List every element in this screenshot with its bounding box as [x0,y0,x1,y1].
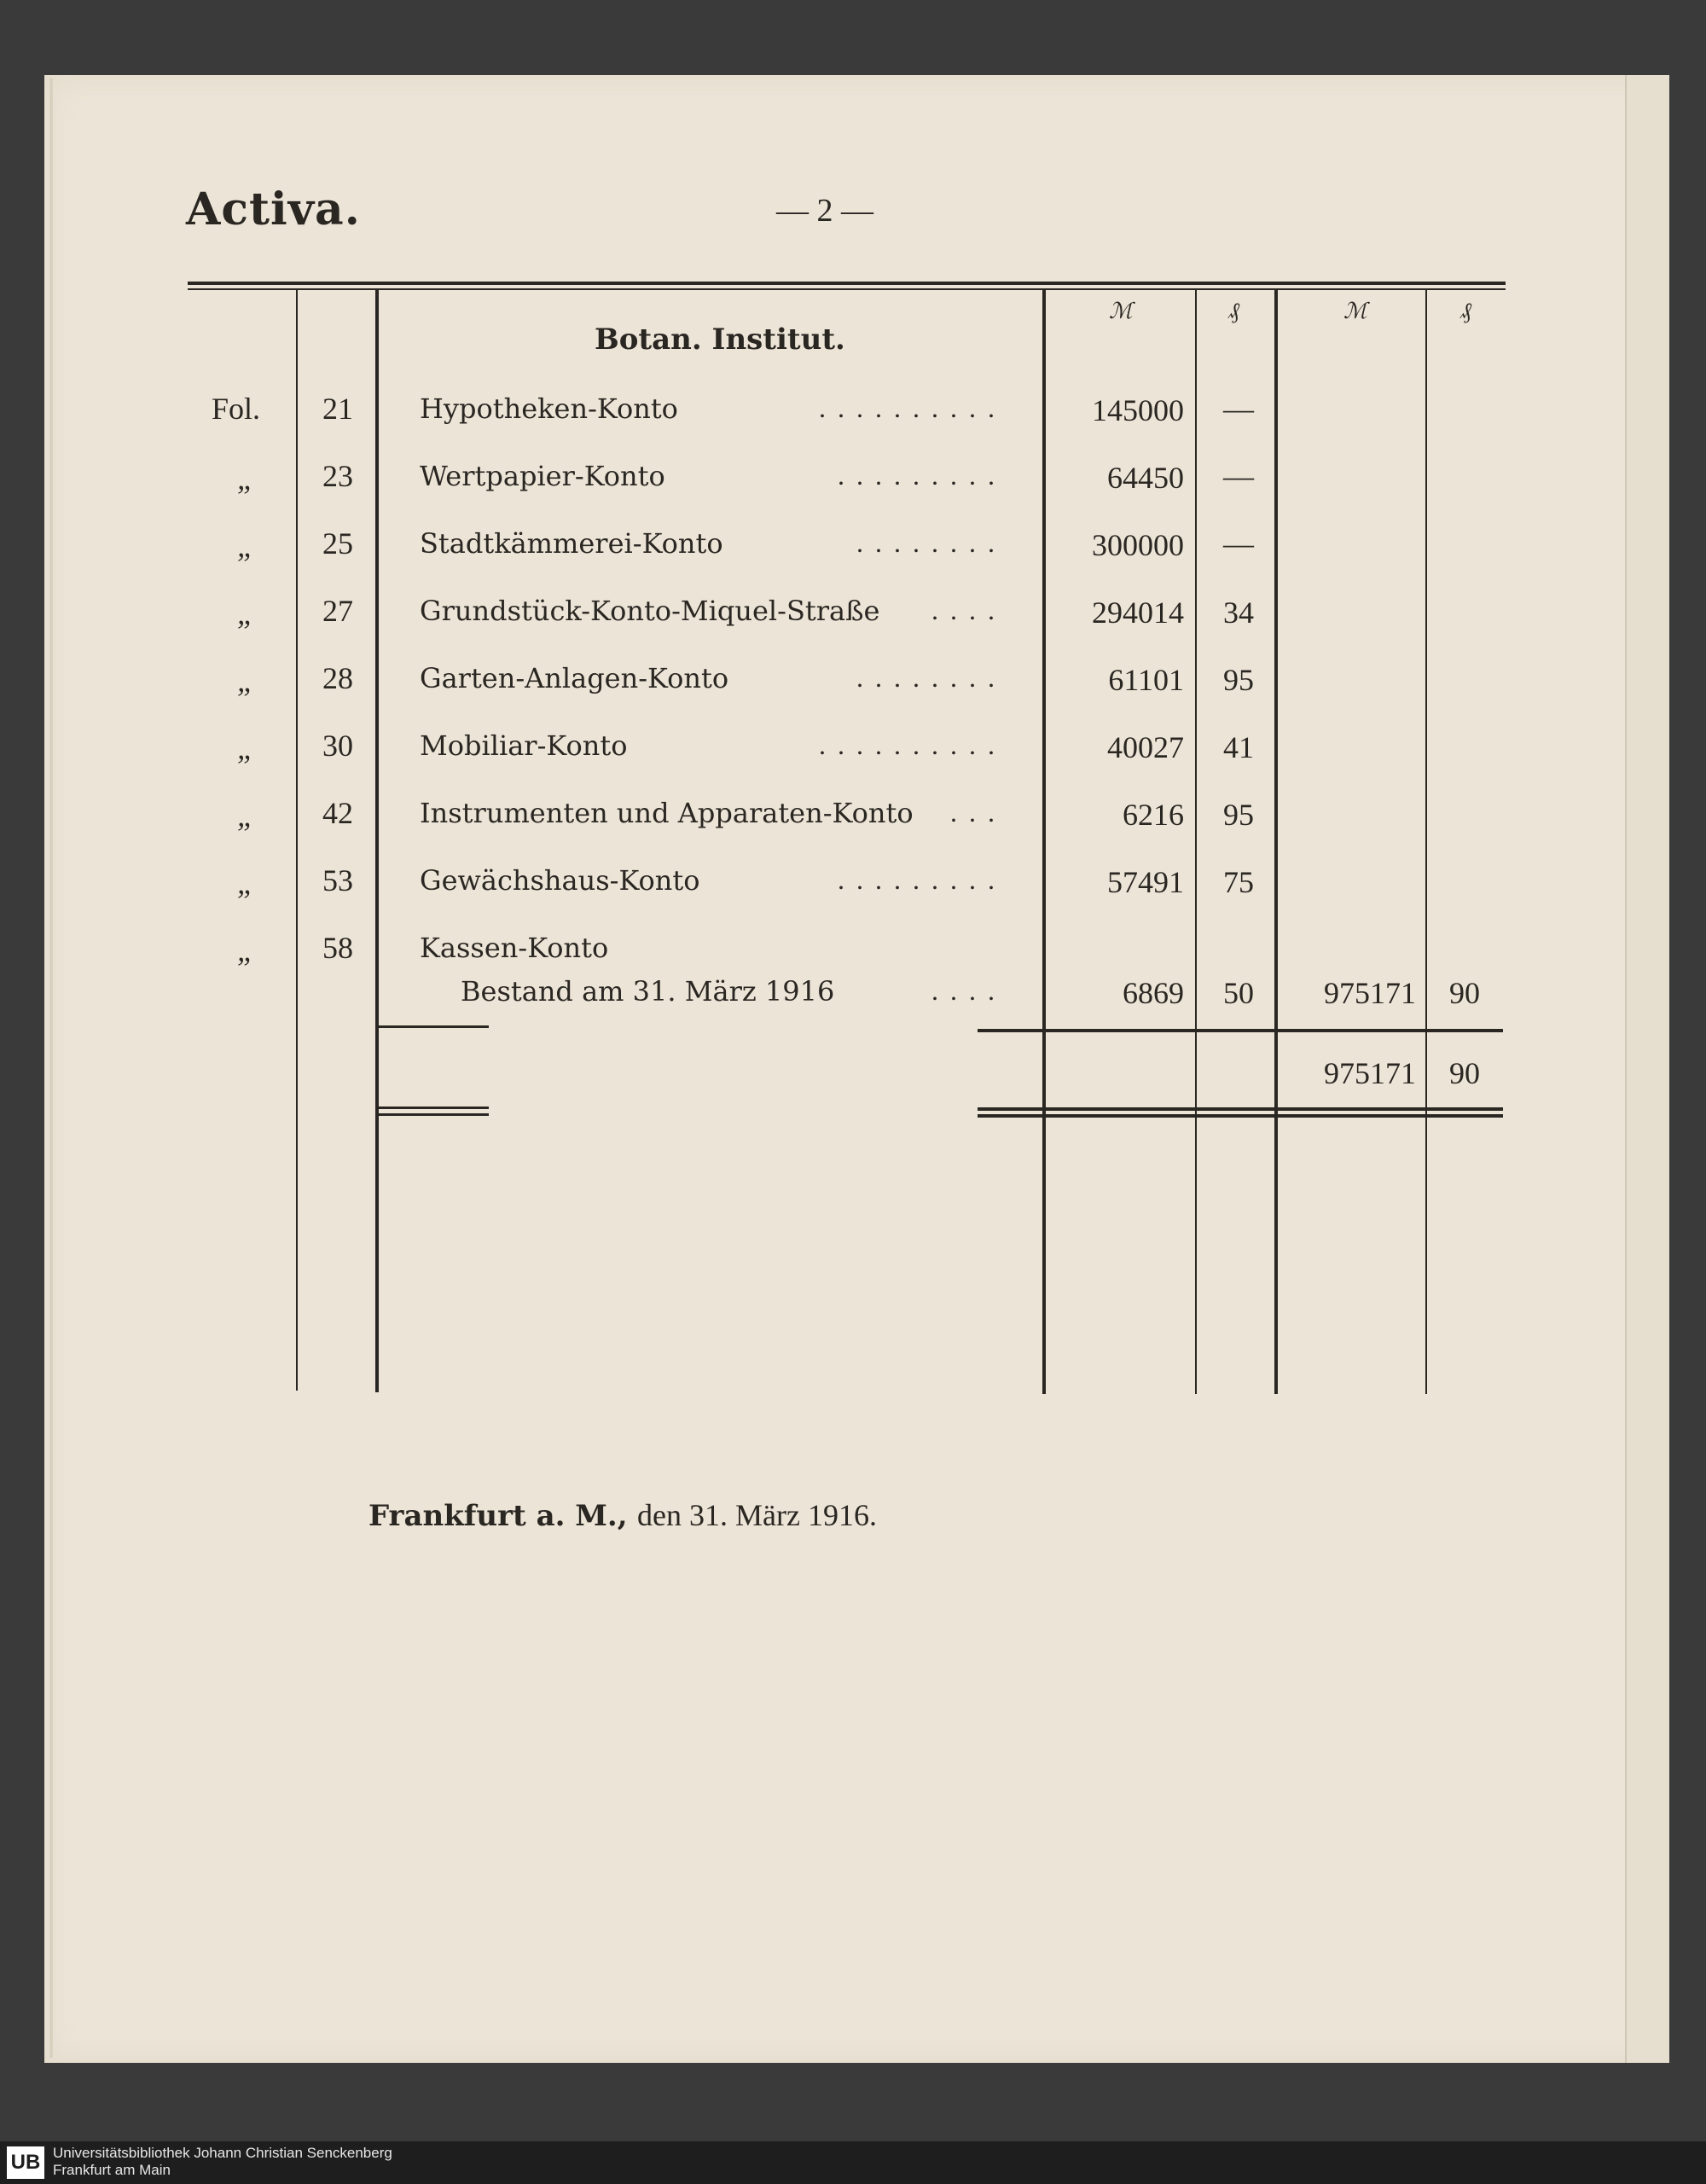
signature-city: Frankfurt a. M., [368,1499,628,1533]
row-number: 25 [322,526,353,561]
subtotal-rule-left [378,1025,489,1028]
row-mark: 40027 [1107,730,1184,764]
row-fol: Fol. [212,392,261,426]
document-page [44,75,1667,2063]
row-fol: „ [237,596,255,630]
row-mark: 145000 [1092,393,1184,427]
col-rule-pf-total [1425,290,1427,1394]
library-credit [53,2145,392,2179]
row-description: Stadtkämmerei-Konto [420,527,723,560]
col-rule-pf [1195,290,1197,1394]
row-pfennig: 50 [1223,976,1254,1010]
row-number: 53 [322,863,353,897]
total-double-rule-right-2 [978,1114,1503,1118]
section-title: Botan. Institut. [595,322,845,357]
total-double-rule-left-2 [378,1113,489,1116]
row-mark: 6216 [1123,798,1184,832]
row-fol: „ [237,462,255,496]
page-number: — 2 — [776,193,873,229]
row-mark: 64450 [1107,461,1184,495]
ub-logo: UB [7,2146,44,2179]
row-description: Gewächshaus-Konto [420,864,700,897]
row-fol: „ [237,933,255,967]
leader-dots: .... [931,595,1007,625]
row-pfennig: 95 [1223,798,1254,832]
col-header-pfennig-total: ₰ [1460,299,1471,323]
page-heading: Activa. [186,183,361,235]
col-rule-mark [1042,290,1046,1394]
row-mark: 294014 [1092,595,1184,630]
row-pfennig: — [1223,392,1254,426]
row-fol: „ [237,731,255,765]
row-description: Instrumenten und Apparaten-Konto [420,797,914,829]
row-description: Garten-Anlagen-Konto [420,662,729,694]
place-date-line [368,1497,877,1533]
total-double-rule-left-1 [378,1107,489,1109]
row-number: 42 [322,796,353,830]
row-mark-total: 975171 [1324,976,1416,1010]
row-number: 27 [322,594,353,628]
page-edge [49,78,53,2058]
row-pfennig: — [1223,526,1254,561]
row-mark: 6869 [1123,976,1184,1010]
row-fol: „ [237,799,255,833]
row-sub-description: Bestand am 31. März 1916 [461,975,835,1008]
row-number: 28 [322,661,353,695]
row-pfennig-total: 90 [1449,976,1480,1010]
row-number: 21 [322,392,353,426]
row-mark: 57491 [1107,865,1184,899]
row-pfennig: 41 [1223,730,1254,764]
subtotal-rule-right [978,1029,1503,1032]
row-pfennig: 75 [1223,865,1254,899]
top-rule-thin [188,288,1506,290]
top-rule [188,282,1506,285]
library-city: Frankfurt am Main [53,2162,171,2178]
row-fol: „ [237,866,255,900]
leader-dots: ......... [838,460,1007,491]
col-header-mark: ℳ [1109,299,1133,323]
library-name: Universitätsbibliothek Johann Christian Senckenberg [53,2145,392,2161]
row-mark: 61101 [1108,663,1184,697]
total-double-rule-right-1 [978,1107,1503,1111]
leader-dots: ........ [856,527,1007,558]
row-number: 58 [322,931,353,965]
row-description: Hypotheken-Konto [420,392,678,425]
signature-date: den 31. März 1916. [637,1498,877,1532]
row-fol: „ [237,664,255,698]
leader-dots: .......... [819,392,1007,423]
leader-dots: .......... [819,729,1007,760]
row-number: 30 [322,729,353,763]
row-number: 23 [322,459,353,493]
row-description: Wertpapier-Konto [420,460,665,492]
col-rule-fol [296,290,298,1391]
total-mark: 975171 [1324,1056,1416,1090]
row-fol: „ [237,529,255,563]
total-pfennig: 90 [1449,1056,1480,1090]
row-description: Kassen-Konto [420,932,609,964]
col-header-pfennig: ₰ [1228,299,1239,323]
leader-dots: .... [931,975,1007,1006]
row-pfennig: — [1223,459,1254,493]
col-rule-mark-total [1274,290,1278,1394]
col-header-mark-total: ℳ [1343,299,1367,323]
row-description: Mobiliar-Konto [420,729,628,762]
facing-page-edge [1625,75,1669,2063]
row-pfennig: 95 [1223,663,1254,697]
col-rule-desc [375,290,379,1392]
leader-dots: ........ [856,662,1007,693]
row-description: Grundstück-Konto-Miquel-Straße [420,595,880,627]
row-mark: 300000 [1092,528,1184,562]
leader-dots: ... [950,797,1007,828]
row-pfennig: 34 [1223,595,1254,630]
leader-dots: ......... [838,864,1007,895]
